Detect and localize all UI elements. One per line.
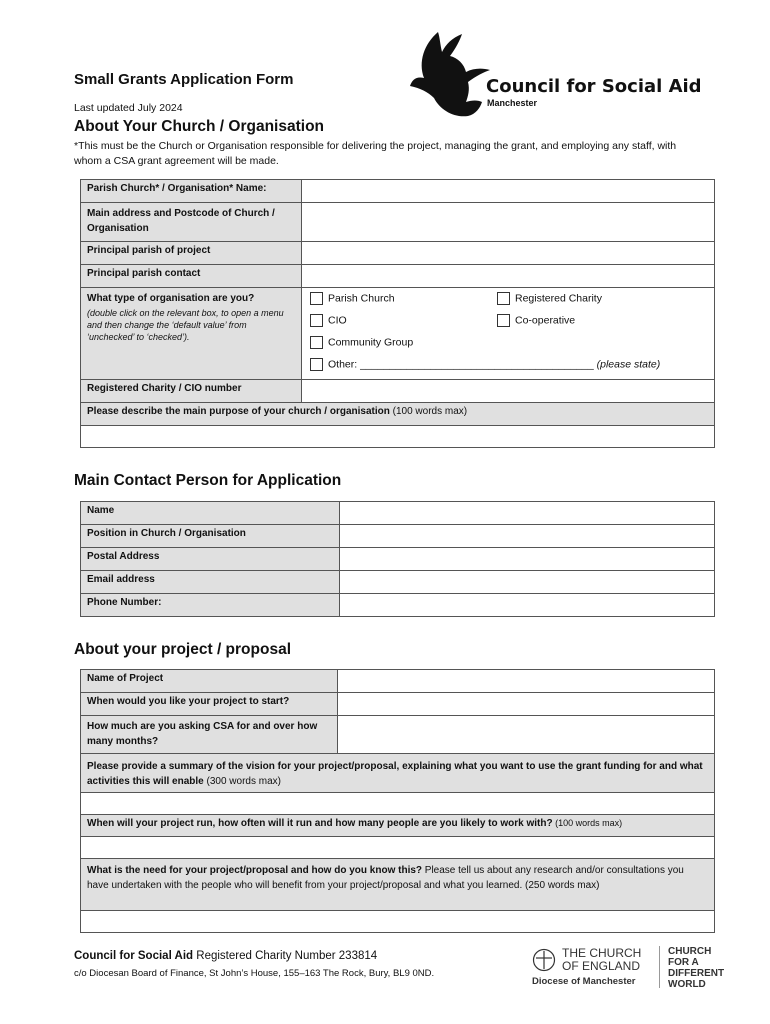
- address-field[interactable]: [302, 203, 715, 242]
- slogan-line: CHURCH: [668, 946, 712, 957]
- principal-parish-field[interactable]: [302, 242, 715, 265]
- org-type-label: What type of organisation are you?: [87, 293, 255, 304]
- row-label: Postal Address: [81, 548, 340, 571]
- option-registered-charity[interactable]: Registered Charity: [497, 292, 602, 305]
- checkbox[interactable]: [310, 292, 323, 305]
- organisation-name-field[interactable]: [302, 180, 715, 203]
- checkbox[interactable]: [310, 336, 323, 349]
- row-label: Parish Church* / Organisation* Name:: [81, 180, 302, 203]
- csa-logo: [410, 30, 710, 125]
- row-label: How much are you asking CSA for and over how many months?: [81, 716, 338, 754]
- logo-name: Council for Social Aid: [486, 76, 702, 97]
- organisation-table: [80, 179, 715, 448]
- when-label: When will your project run, how often will it run and how many people are you likely to work with? (100 words max): [81, 815, 715, 837]
- logo-sub: Manchester: [487, 98, 538, 108]
- project-name-field[interactable]: [338, 670, 715, 693]
- form-title: Small Grants Application Form: [74, 71, 294, 88]
- row-label: Name of Project: [81, 670, 338, 693]
- option-parish-church[interactable]: Parish Church: [310, 292, 395, 305]
- church-of-england-logo: [532, 945, 662, 990]
- last-updated: Last updated July 2024: [74, 102, 183, 114]
- diocese-name: Diocese of Manchester: [532, 976, 636, 987]
- purpose-field[interactable]: [81, 426, 715, 448]
- coe-line-2: OF ENGLAND: [562, 959, 641, 973]
- slogan-line: DIFFERENT: [668, 968, 725, 979]
- amount-field[interactable]: [338, 716, 715, 754]
- cross-emblem-icon: [532, 948, 556, 972]
- row-label: Email address: [81, 571, 340, 594]
- dove-icon: [410, 30, 490, 122]
- coe-line-1: THE CHURCH: [562, 946, 642, 960]
- postal-address-field[interactable]: [340, 548, 715, 571]
- footer-address: c/o Diocesan Board of Finance, St John’s House, 155–163 The Rock, Bury, BL9 0ND.: [74, 968, 435, 979]
- row-label: Phone Number:: [81, 594, 340, 617]
- contact-name-field[interactable]: [340, 502, 715, 525]
- option-community-group[interactable]: Community Group: [310, 336, 413, 349]
- checkbox[interactable]: [310, 314, 323, 327]
- need-field[interactable]: [81, 911, 715, 933]
- slogan: [668, 946, 724, 990]
- option-cooperative[interactable]: Co-operative: [497, 314, 575, 327]
- start-date-field[interactable]: [338, 693, 715, 716]
- row-label: Registered Charity / CIO number: [81, 380, 302, 403]
- phone-field[interactable]: [340, 594, 715, 617]
- please-state: (please state): [596, 358, 661, 371]
- purpose-label: Please describe the main purpose of your church / organisation (100 words max): [81, 403, 715, 426]
- option-cio[interactable]: CIO: [310, 314, 347, 327]
- org-type-options: [302, 288, 715, 380]
- org-type-hint: (double click on the relevant box, to open a menu and then change the ‘default value’ from ‘unchecked’ to ‘checked’).: [87, 308, 284, 342]
- checkbox[interactable]: [497, 292, 510, 305]
- row-label: Name: [81, 502, 340, 525]
- footer-charity: Council for Social Aid Registered Charity Number 233814: [74, 950, 378, 962]
- slogan-line: FOR A: [668, 957, 699, 968]
- section-heading-organisation: About Your Church / Organisation: [74, 118, 325, 135]
- need-label: What is the need for your project/proposal and how do you know this? Please tell us about any research and/or consultations you have undertaken with the people who will benefit from your project/proposal and what you learned. (250 words max): [81, 859, 715, 911]
- row-label: Principal parish contact: [81, 265, 302, 288]
- row-label: Position in Church / Organisation: [81, 525, 340, 548]
- charity-number-field[interactable]: [302, 380, 715, 403]
- row-label: When would you like your project to start?: [81, 693, 338, 716]
- section-heading-project: About your project / proposal: [74, 641, 292, 658]
- summary-label: Please provide a summary of the vision for your project/proposal, explaining what you want to use the grant funding for and what activities this will enable (300 words max): [81, 754, 715, 793]
- section-heading-contact: Main Contact Person for Application: [74, 472, 342, 489]
- row-label: Principal parish of project: [81, 242, 302, 265]
- parish-contact-field[interactable]: [302, 265, 715, 288]
- divider: [659, 946, 660, 988]
- project-table: [80, 669, 715, 933]
- organisation-note: *This must be the Church or Organisation responsible for delivering the project, managing the grant, and employing any staff, with whom a CSA grant agreement will be made.: [74, 140, 677, 167]
- org-type-label-cell: [81, 288, 302, 380]
- checkbox[interactable]: [497, 314, 510, 327]
- email-field[interactable]: [340, 571, 715, 594]
- when-field[interactable]: [81, 837, 715, 859]
- contact-position-field[interactable]: [340, 525, 715, 548]
- option-other[interactable]: Other: ________________________________________ (please state): [310, 358, 660, 371]
- checkbox[interactable]: [310, 358, 323, 371]
- slogan-line: WORLD: [668, 979, 706, 990]
- summary-field[interactable]: [81, 793, 715, 815]
- row-label: Main address and Postcode of Church / Organisation: [81, 203, 302, 242]
- contact-table: [80, 501, 715, 617]
